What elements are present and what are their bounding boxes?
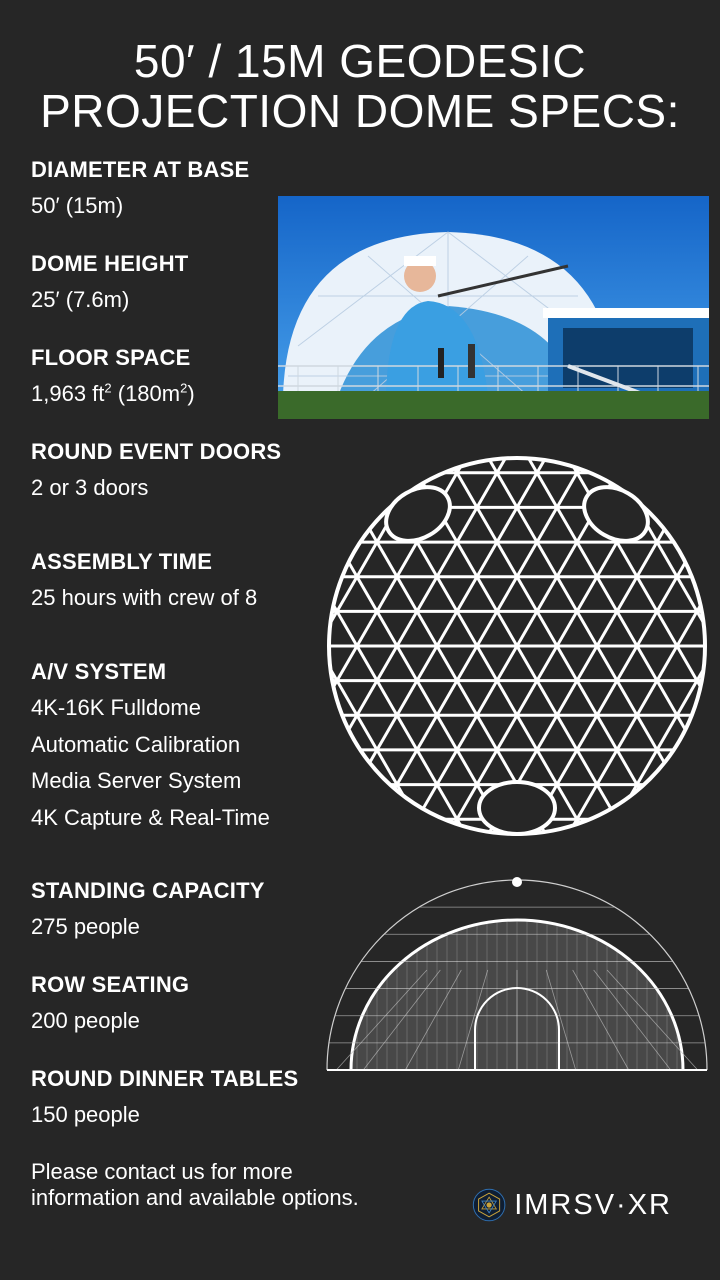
spec-dinner-tables <box>31 1066 298 1128</box>
spec-height <box>31 251 188 313</box>
spec-standing <box>31 878 265 940</box>
spec-label: ROW SEATING <box>31 972 190 997</box>
spec-value: 150 people <box>31 1102 140 1127</box>
spec-value: 25′ (7.6m) <box>31 287 130 312</box>
door-opening <box>479 782 555 834</box>
contact-text: Please contact us for more information and available options. <box>31 1159 359 1210</box>
spec-label: ROUND EVENT DOORS <box>31 439 282 464</box>
floor-m-sup: 2 <box>180 380 188 396</box>
spec-value: 275 people <box>31 914 140 939</box>
spec-value: 200 people <box>31 1008 140 1033</box>
top-hub <box>512 877 522 887</box>
spec-label: DIAMETER AT BASE <box>31 157 250 182</box>
dome-event-photo <box>278 196 709 419</box>
geodesic-logo-icon <box>472 1179 506 1231</box>
page-title <box>0 36 720 136</box>
spec-row-seating <box>31 972 189 1034</box>
spec-av-system <box>31 659 270 836</box>
floor-ft: 1,963 ft <box>31 381 105 406</box>
spec-label: ASSEMBLY TIME <box>31 549 213 574</box>
av-lines <box>31 690 270 836</box>
spec-value: 2 or 3 doors <box>31 475 149 500</box>
av-line: 4K Capture & Real-Time <box>31 804 270 830</box>
spec-label: A/V SYSTEM <box>31 659 167 684</box>
spec-label: DOME HEIGHT <box>31 251 189 276</box>
spec-diameter <box>31 157 249 219</box>
geodesic-top-view <box>323 452 711 840</box>
spec-label: STANDING CAPACITY <box>31 878 265 903</box>
spec-assembly <box>31 549 257 611</box>
spec-label: ROUND DINNER TABLES <box>31 1066 299 1091</box>
title-line-2: PROJECTION DOME SPECS: <box>40 85 680 137</box>
logo-text: IMRSV·XR <box>514 1188 672 1221</box>
spec-value: 50′ (15m) <box>31 193 124 218</box>
spec-value: 25 hours with crew of 8 <box>31 585 258 610</box>
geodesic-side-view <box>323 872 711 1074</box>
spec-doors <box>31 439 281 501</box>
floor-ft-sup: 2 <box>104 380 112 396</box>
spec-label: FLOOR SPACE <box>31 345 191 370</box>
floor-close: ) <box>187 381 195 406</box>
spec-value <box>31 381 195 407</box>
spec-floor-space <box>31 345 195 407</box>
company-logo[interactable] <box>472 1177 672 1233</box>
av-line: Media Server System <box>31 768 242 793</box>
floor-m: (180m <box>111 381 181 406</box>
title-line-1: 50′ / 15M GEODESIC <box>133 35 587 87</box>
av-line: 4K-16K Fulldome <box>31 695 201 720</box>
av-line: Automatic Calibration <box>31 731 241 757</box>
